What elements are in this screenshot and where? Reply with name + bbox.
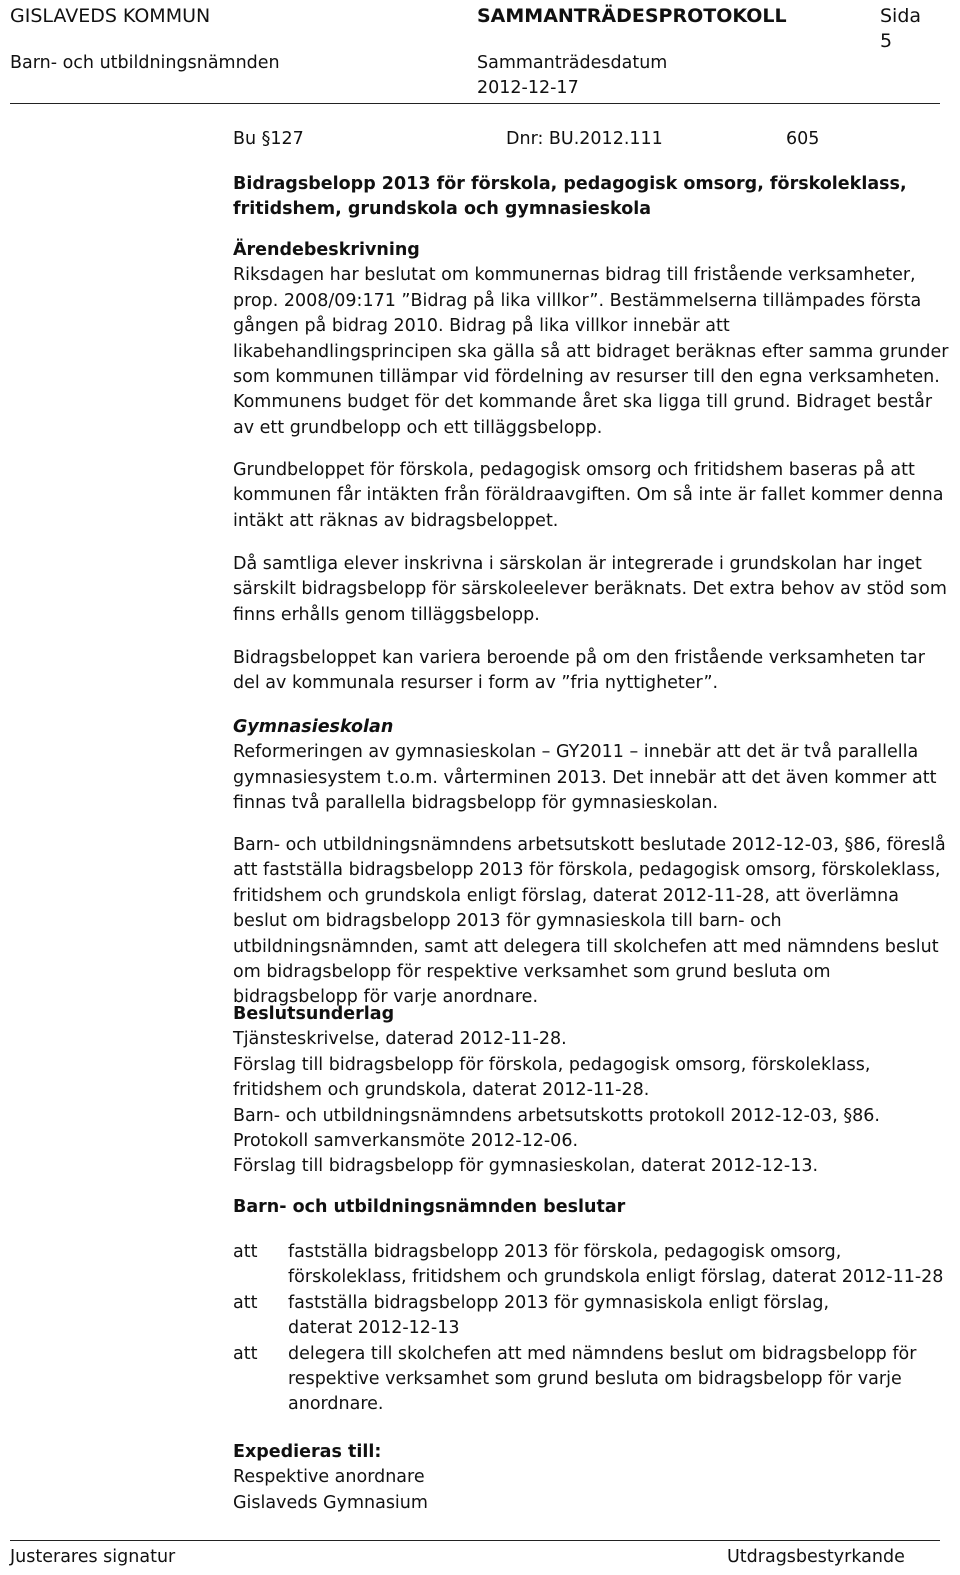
decision-text: delegera till skolchefen att med nämndens beslut om bidragsbelopp för respektive verksamhet som grund besluta om bidragsbelopp för varje anordnare. [288,1343,917,1415]
decision-item [233,1342,958,1418]
basis-section [233,1002,953,1180]
page-number: 5 [880,30,893,52]
dispatch-section [233,1440,953,1516]
dispatch-item: Gislaveds Gymnasium [233,1492,428,1513]
basis-item: Förslag till bidragsbelopp för gymnasieskolan, daterat 2012-12-13. [233,1156,819,1177]
decision-list [233,1240,958,1418]
date-label: Sammanträdesdatum [477,53,668,73]
description-paragraph-1: Riksdagen har beslutat om kommunernas bidrag till fristående verksamheter, prop. 2008/09:171 ”Bidrag på lika villkor”. Bestämmelserna tillämpades första gången på bidrag 2010. Bidrag på lika villkor innebär att likabehandlingsprincipen ska gälla så att bidraget beräknas efter samma grunder som kommunen tillämpar vid fördelning av resurser till den egna verksamheten. Kommunens budget för det kommande året ska ligga till grund. Bidraget består av ett grundbelopp och ett tilläggsbelopp. [233,265,949,438]
case-title-line2: fritidshem, grundskola och gymnasieskola [233,199,652,220]
case-title [233,172,953,223]
decision-section [233,1195,953,1220]
basis-heading: Beslutsunderlag [233,1004,395,1024]
description-paragraph-2: Grundbeloppet för förskola, pedagogisk omsorg och fritidshem baseras på att kommunen får intäkten från föräldraavgiften. Om så inte är fallet kommer denna intäkt att räknas av bidragsbeloppet. [233,460,944,531]
description-section [233,238,953,441]
decision-heading: Barn- och utbildningsnämnden beslutar [233,1197,626,1217]
org-name: GISLAVEDS KOMMUN [10,5,211,27]
basis-item: Protokoll samverkansmöte 2012-12-06. [233,1131,579,1152]
case-dnr: Dnr: BU.2012.111 [506,129,663,149]
basis-item: Barn- och utbildningsnämndens arbetsutskotts protokoll 2012-12-03, §86. [233,1105,880,1126]
decision-text: fastställa bidragsbelopp 2013 för förskola, pedagogisk omsorg, förskoleklass, fritidshem och grundskola enligt förslag, daterat 2012-11-28 [288,1242,944,1288]
case-number: Bu §127 [233,129,304,149]
decision-item [233,1291,958,1342]
description-paragraph-4: Bidragsbeloppet kan variera beroende på om den fristående verksamheten tar del av kommunala resurser i form av ”fria nyttigheter”. [233,648,925,694]
basis-item: fritidshem och grundskola, daterat 2012-11-28. [233,1080,650,1101]
decision-key: att [233,1292,258,1313]
doc-type: SAMMANTRÄDESPROTOKOLL [477,5,787,27]
gymnasie-heading: Gymnasieskolan [233,717,394,737]
basis-item: Tjänsteskrivelse, daterad 2012-11-28. [233,1029,567,1050]
gymnasie-section [233,715,953,817]
footer-left: Justerares signatur [10,1547,176,1567]
footer-rule [10,1540,940,1541]
page-label: Sida [880,5,922,27]
case-code: 605 [786,129,820,149]
gymnasie-paragraph: Reformeringen av gymnasieskolan – GY2011 – innebär att det är två parallella gymnasiesystem t.o.m. vårterminen 2013. Det innebär att det även kommer att finnas två parallella bidragsbelopp för gymnasieskolan. [233,742,937,814]
board-name: Barn- och utbildningsnämnden [10,53,280,73]
decision-key: att [233,1242,258,1262]
dispatch-item: Respektive anordnare [233,1467,425,1488]
decision-key: att [233,1343,258,1364]
committee-paragraph: Barn- och utbildningsnämndens arbetsutskott beslutade 2012-12-03, §86, föreslå att fastställa bidragsbelopp 2013 för förskola, pedagogisk omsorg, förskoleklass, fritidshem och grundskola enligt förslag, daterat 2012-11-28, att överlämna beslut om bidragsbelopp 2013 för gymnasieskola till barn- och utbildningsnämnden, samt att delegera till skolchefen att med nämndens beslut om bidragsbelopp för respektive verksamhet som grund besluta om bidragsbelopp för varje anordnare. [233,835,946,1008]
decision-text: fastställa bidragsbelopp 2013 för gymnasiskola enligt förslag, daterat 2012-12-13 [288,1292,830,1339]
dispatch-heading: Expedieras till: [233,1442,382,1462]
header-rule [10,103,940,104]
description-paragraph-3: Då samtliga elever inskrivna i särskolan är integrerade i grundskolan har inget särskilt bidragsbelopp för särskoleelever beräknats. Det extra behov av stöd som finns erhålls genom tilläggsbelopp. [233,554,947,625]
basis-item: Förslag till bidragsbelopp för förskola, pedagogisk omsorg, förskoleklass, [233,1054,871,1075]
description-heading: Ärendebeskrivning [233,240,420,260]
footer-right: Utdragsbestyrkande [727,1547,905,1567]
case-title-line1: Bidragsbelopp 2013 för förskola, pedagogisk omsorg, förskoleklass, [233,174,907,194]
meeting-date: 2012-12-17 [477,78,579,98]
decision-item [233,1240,958,1291]
